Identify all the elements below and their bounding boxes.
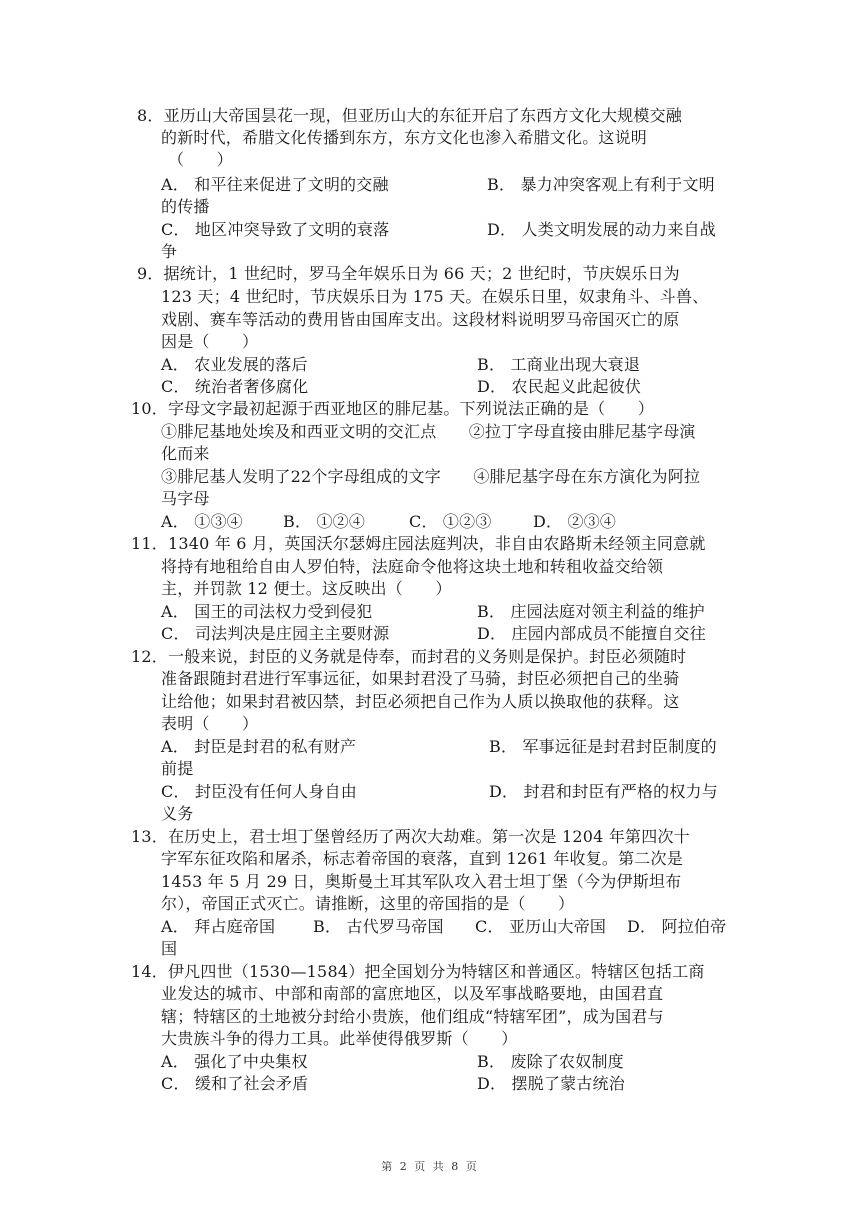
q10-stem-line-2: ①腓尼基地处埃及和西亚文明的交汇点 ②拉丁字母直接由腓尼基字母演 (161, 422, 696, 441)
q12-stem-line-1: 12．一般来说，封臣的义务就是侍奉，而封君的义务则是保护。封臣必须随时 (131, 647, 687, 666)
q8-option-b: B． 暴力冲突客观上有利于文明 (487, 175, 715, 194)
q10-option-c: C． ①②③ (409, 512, 492, 531)
q8-option-a: A． 和平往来促进了文明的交融 (161, 175, 389, 194)
q12-option-b: B． 军事远征是封君封臣制度的 (489, 737, 717, 756)
q12-stem-line-3: 让给他；如果封君被囚禁，封臣必须把自己作为人质以换取他的获释。这 (161, 692, 680, 711)
q10-stem-line-5: 马字母 (161, 489, 210, 508)
q11-option-b: B． 庄园法庭对领主利益的维护 (477, 602, 705, 621)
q12-stem-line-4: 表明（ ） (161, 714, 259, 733)
q13-option-a: A． 拜占庭帝国 (161, 917, 276, 936)
q14-option-d: D． 摆脱了蒙古统治 (477, 1074, 625, 1093)
q12-option-c: C． 封臣没有任何人身自由 (161, 782, 357, 801)
q8-option-d: D． 人类文明发展的动力来自战 (487, 220, 716, 239)
q9-option-b: B． 工商业出现大衰退 (477, 355, 641, 374)
q14-option-b: B． 废除了农奴制度 (477, 1052, 624, 1071)
q10-stem-line-4: ③腓尼基人发明了22个字母组成的文字 ④腓尼基字母在东方演化为阿拉 (161, 467, 701, 486)
q14-stem-line-4: 大贵族斗争的得力工具。此举使得俄罗斯（ ） (161, 1029, 518, 1048)
q8-stem-line-2: 的新时代，希腊文化传播到东方，东方文化也渗入希腊文化。这说明 (161, 128, 648, 147)
q8-option-c: C． 地区冲突导致了文明的衰落 (161, 220, 390, 239)
q10-option-b: B． ①②④ (283, 512, 366, 531)
q13-option-c: C． 亚历山大帝国 (475, 917, 607, 936)
q9-stem-line-1: 9．据统计，1 世纪时，罗马全年娱乐日为 66 天；2 世纪时，节庆娱乐日为 (137, 264, 680, 283)
q9-stem-line-3: 戏剧、赛车等活动的费用皆由国库支出。这段材料说明罗马帝国灭亡的原 (161, 310, 680, 329)
q12-option-b-cont: 前提 (161, 759, 194, 778)
q11-stem-line-3: 主，并罚款 12 便士。这反映出（ ） (161, 579, 452, 598)
q14-option-a: A． 强化了中央集权 (161, 1052, 308, 1071)
page-number-footer: 第 2 页 共 8 页 (381, 1160, 479, 1173)
q8-option-d-cont: 争 (161, 242, 178, 261)
q12-stem-line-2: 准备跟随封君进行军事远征，如果封君没了马骑，封臣必须把自己的坐骑 (161, 669, 680, 688)
q11-option-a: A． 国王的司法权力受到侵犯 (161, 602, 373, 621)
q11-option-c: C． 司法判决是庄园主主要财源 (161, 624, 390, 643)
q13-option-d: D． 阿拉伯帝 (627, 917, 727, 936)
q11-option-d: D． 庄园内部成员不能擅自交往 (477, 624, 706, 643)
q13-stem-line-3: 1453 年 5 月 29 日，奥斯曼土耳其军队攻入君士坦丁堡（今为伊斯坦布 (161, 872, 682, 891)
q8-stem-line-1: 8．亚历山大帝国昙花一现，但亚历山大的东征开启了东西方文化大规模交融 (137, 106, 682, 125)
q12-option-a: A． 封臣是封君的私有财产 (161, 737, 357, 756)
q9-stem-line-4: 因是（ ） (161, 332, 259, 351)
q9-option-a: A． 农业发展的落后 (161, 355, 308, 374)
q9-option-d: D． 农民起义此起彼伏 (477, 377, 642, 396)
q13-stem-line-4: 尔），帝国正式灭亡。请推断，这里的帝国指的是（ ） (161, 894, 575, 913)
q12-option-d-cont: 义务 (161, 804, 194, 823)
q11-stem-line-1: 11．1340 年 6 月，英国沃尔瑟姆庄园法庭判决，非自由农路斯未经领主同意就 (131, 534, 706, 553)
q13-option-d-cont: 国 (161, 939, 178, 958)
q14-option-c: C． 缓和了社会矛盾 (161, 1074, 309, 1093)
q13-option-b: B． 古代罗马帝国 (313, 917, 444, 936)
q10-stem-line-3: 化而来 (161, 444, 210, 463)
q13-stem-line-2: 字军东征攻陷和屠杀，标志着帝国的衰落，直到 1261 年收复。第二次是 (161, 849, 683, 868)
q13-stem-line-1: 13．在历史上，君士坦丁堡曾经历了两次大劫难。第一次是 1204 年第四次十 (131, 827, 690, 846)
q8-stem-line-3: （ ） (168, 150, 233, 169)
q12-option-d: D． 封君和封臣有严格的权力与 (489, 782, 718, 801)
q9-option-c: C． 统治者奢侈腐化 (161, 377, 309, 396)
q10-option-a: A． ①③④ (161, 512, 243, 531)
q11-stem-line-2: 将持有地租给自由人罗伯特，法庭命令他将这块土地和转租收益交给领 (161, 557, 664, 576)
q9-stem-line-2: 123 天；4 世纪时，节庆娱乐日为 175 天。在娱乐日里，奴隶角斗、斗兽、 (161, 287, 709, 306)
q8-option-b-cont: 的传播 (161, 197, 210, 216)
q14-stem-line-1: 14．伊凡四世（1530—1584）把全国划分为特辖区和普通区。特辖区包括工商 (131, 962, 705, 981)
q10-stem-line-1: 10．字母文字最初起源于西亚地区的腓尼基。下列说法正确的是（ ） (131, 399, 654, 418)
q10-option-d: D． ②③④ (533, 512, 617, 531)
q14-stem-line-3: 辖；特辖区的土地被分封给小贵族，他们组成“特辖军团”，成为国君与 (161, 1007, 664, 1026)
q14-stem-line-2: 业发达的城市、中部和南部的富庶地区，以及军事战略要地，由国君直 (161, 984, 664, 1003)
